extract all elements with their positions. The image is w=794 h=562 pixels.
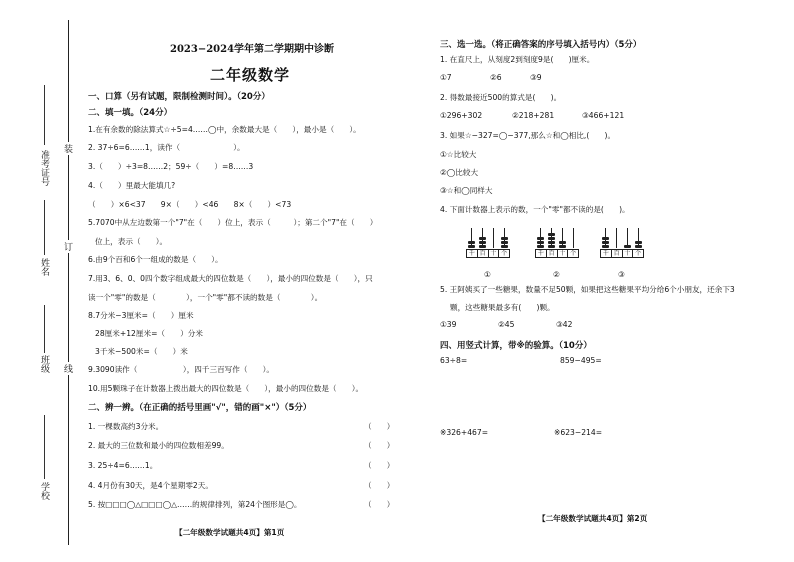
section-judge-heading: 二、辨一辨。（在正确的括号里画"√"，错的画"×"）（5分） (88, 403, 312, 413)
choice-3-option-a: ①☆比较大 (440, 150, 477, 159)
judge-item-2: 2. 最大的三位数和最小的四位数相差99。 (88, 441, 229, 450)
judge-answer-1[interactable]: （ ） (364, 422, 395, 431)
section-fill-heading: 二、填一填。（24分） (88, 108, 173, 118)
page-footer-2: 【二年级数学试题共4页】第2页 (538, 514, 648, 523)
binding-mark-zhuang: 装 (64, 142, 73, 155)
abacus-1: 千 百 十 个 (466, 228, 510, 258)
choice-2-option-c: ③466+121 (582, 111, 625, 120)
choice-question-5-cont: 颗，这些糖果最多有( )颗。 (450, 303, 555, 312)
fill-question-3: 3.（ ）÷3=8……2；59÷（ ）=8……3 (88, 162, 254, 171)
binding-mark-ding: 订 (64, 240, 73, 253)
judge-item-3: 3. 25÷4=6……1。 (88, 461, 158, 470)
choice-5-option-c: ③42 (556, 320, 573, 329)
section-oral-heading: 一、口算（另有试题，限制检测时间）。（20分） (88, 92, 270, 102)
class-field[interactable] (44, 305, 45, 353)
choice-1-option-b: ②6 (490, 73, 502, 82)
choice-question-2: 2. 得数最接近500的算式是( )。 (440, 93, 562, 102)
name-field[interactable] (44, 200, 45, 255)
judge-answer-4[interactable]: （ ） (364, 481, 395, 490)
exam-number-field[interactable] (44, 85, 45, 145)
abacus-2-label: ② (553, 270, 560, 279)
exam-number-label: 准考证号 (39, 150, 49, 186)
fill-question-8a: 8.7分米−3厘米=（ ）厘米 (88, 311, 194, 320)
section-choice-heading: 三、选一选。（将正确答案的序号填入括号内）（5分） (440, 40, 642, 50)
choice-question-4: 4. 下面计数器上表示的数，一个"零"都不读的是( )。 (440, 205, 630, 214)
abacus-1-label: ① (484, 270, 491, 279)
name-label: 姓名 (39, 258, 49, 276)
choice-question-1: 1. 在直尺上，从刻度2到刻度9是( )厘米。 (440, 55, 595, 64)
choice-2-option-b: ②218+281 (512, 111, 555, 120)
judge-item-4: 4. 4月份有30天，是4个星期零2天。 (88, 481, 213, 490)
judge-answer-2[interactable]: （ ） (364, 441, 395, 450)
fill-question-7: 7.用3、6、0、0四个数字组成最大的四位数是（ ），最小的四位数是（ ），只 (88, 274, 373, 283)
judge-answer-3[interactable]: （ ） (364, 461, 395, 470)
school-label: 学校 (39, 482, 49, 500)
fill-question-8c: 3千米−500米=（ ）米 (95, 347, 188, 356)
choice-question-3: 3. 如果☆−327=◯−377,那么☆和◯相比,( )。 (440, 131, 616, 140)
binding-line (68, 20, 69, 545)
judge-item-5: 5. 按□□□◯△□□□◯△……的规律排列，第24个图形是◯。 (88, 500, 302, 509)
fill-question-4: 4.（ ）里最大能填几? (88, 181, 176, 190)
fill-question-10: 10.用5颗珠子在计数器上拨出最大的四位数是（ ），最小的四位数是（ ）。 (88, 384, 364, 393)
binding-strip (0, 0, 86, 562)
fill-question-5: 5.7070中从左边数第一个"7"在（ ）位上，表示（ ）；第二个"7"在（ ） (88, 218, 378, 227)
choice-question-5: 5. 王阿姨买了一些糖果，数量不足50颗，如果把这些糖果平均分给6个小朋友，还余下3 (440, 285, 735, 294)
choice-2-option-a: ①296+302 (440, 111, 483, 120)
choice-3-option-c: ③☆和◯同样大 (440, 186, 493, 195)
fill-question-7-cont: 读一个"零"的数是（ ），一个"零"都不读的数是（ ）。 (88, 293, 323, 302)
calc-item-4: ※623−214= (554, 428, 603, 437)
abacus-3: 千 百 十 个 (600, 228, 644, 258)
binding-mark-xian: 线 (64, 362, 73, 375)
fill-question-8b: 28厘米+12厘米=（ ）分米 (95, 329, 203, 338)
fill-question-2: 2. 37÷6=6……1，读作（ ）。 (88, 143, 245, 152)
choice-3-option-b: ②◯比较大 (440, 168, 479, 177)
choice-1-option-a: ①7 (440, 73, 452, 82)
judge-item-1: 1. 一棵数高约3分米。 (88, 422, 164, 431)
exam-title: 2023−2024学年第二学期期中诊断 (170, 44, 335, 55)
calc-item-3: ※326+467= (440, 428, 489, 437)
subject-title: 二年级数学 (210, 66, 291, 84)
fill-question-6: 6.由9个百和6个一组成的数是（ ）。 (88, 255, 223, 264)
abacus-3-label: ③ (618, 270, 625, 279)
class-label: 班级 (39, 355, 49, 373)
abacus-2: 千 百 十 个 (535, 228, 579, 258)
calc-item-1: 63÷8= (440, 356, 468, 365)
fill-question-1: 1.在有余数的除法算式☆÷5=4……◯中，余数最大是（ ），最小是（ ）。 (88, 125, 361, 134)
fill-question-4-items: （ ）×6<37 9×（ ）<46 8×（ ）<73 (88, 200, 292, 209)
choice-5-option-a: ①39 (440, 320, 457, 329)
page-footer-1: 【二年级数学试题共4页】第1页 (175, 528, 285, 537)
school-field[interactable] (44, 415, 45, 479)
fill-question-5-cont: 位上，表示（ ）。 (95, 237, 168, 246)
judge-answer-5[interactable]: （ ） (364, 500, 395, 509)
calc-item-2: 859−495= (560, 356, 602, 365)
section-calc-heading: 四、用竖式计算，带※的验算。（10分） (440, 341, 592, 351)
choice-1-option-c: ③9 (530, 73, 542, 82)
choice-5-option-b: ②45 (498, 320, 515, 329)
fill-question-9: 9.3090读作（ ），四千三百写作（ ）。 (88, 365, 275, 374)
